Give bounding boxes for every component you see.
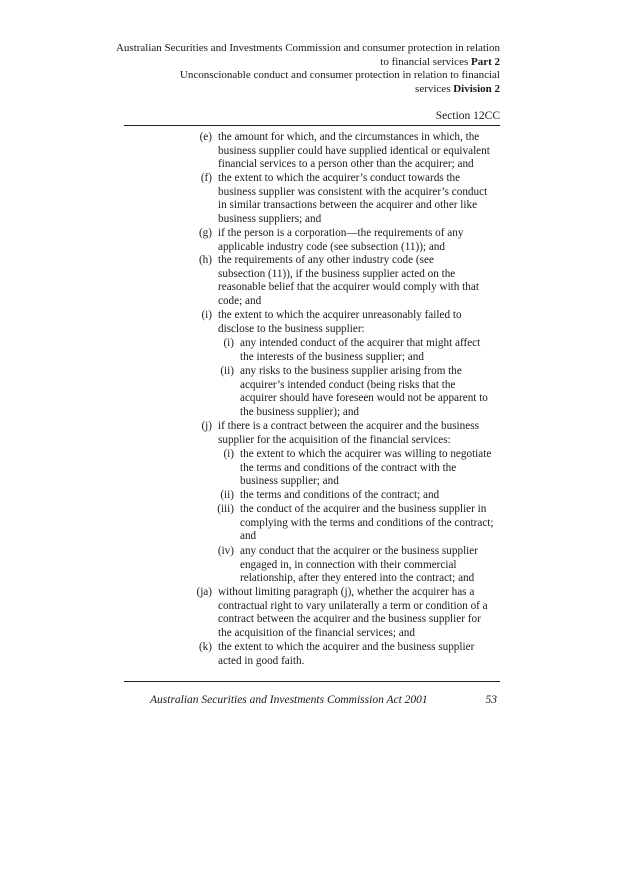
paragraph-label: (iv) [217,545,234,557]
paragraph-text [240,448,491,489]
text-line: any conduct that the acquirer or the business supplier [240,545,478,557]
text-line: subsection (11)), if the business supplier acted on the [218,267,456,280]
text-line: reasonable belief that the acquirer would comply with that [218,281,479,294]
text-line: the extent to which the acquirer was willing to negotiate [240,448,492,460]
text-line: engaged in, in connection with their commercial [240,558,457,571]
paragraph-label: (ii) [220,365,234,377]
paragraph-label: (i) [223,337,234,349]
paragraph-k [198,641,475,668]
text-line: the extent to which the acquirer and the business supplier [218,641,475,653]
paragraph-label: (iii) [217,503,234,515]
text-line: the terms and conditions of the contract; and [240,489,440,501]
paragraph-text [218,641,474,668]
header-line: Australian Securities and Investments Commission and consumer protection in relation [115,42,500,54]
text-line: acquirer’s intended conduct (being risks that the [240,378,456,391]
header-line [116,56,500,70]
text-line: acted in good faith. [218,654,305,667]
paragraph-label: (g) [198,227,212,239]
paragraph-h [198,254,479,308]
paragraph-label: (e) [199,131,212,143]
text-line: without limiting paragraph (j), whether the acquirer has a [218,586,475,598]
paragraph-text [218,586,488,640]
paragraph-text [218,420,479,447]
paragraph-label: (ja) [196,586,212,598]
paragraph-label: (h) [198,254,212,266]
paragraph-j [201,420,479,447]
text-line: supplier for the acquisition of the financial services: [218,433,451,446]
text-line: business supplier was consistent with the acquirer’s conduct [218,185,488,198]
text-line: acquirer should have foreseen would not be apparent to [240,392,488,405]
page-number: 53 [485,694,497,706]
footer-act-title: Australian Securities and Investments Commission Act 2001 [150,694,428,706]
paragraph-text [218,309,462,336]
paragraph-label: (ii) [220,489,234,501]
paragraph-text [218,254,479,308]
text-line: code; and [218,294,262,307]
paragraph-label: (i) [223,448,234,460]
footer-rule [124,681,500,682]
running-header-part [116,42,500,69]
paragraph-label: (k) [198,641,212,653]
text-line: applicable industry code (see subsection (11)); and [218,240,445,253]
text-line: the extent to which the acquirer unreasonably failed to [218,309,462,321]
division-label: Division 2 [453,82,500,95]
text-line: any risks to the business supplier arising from the [240,365,462,377]
text-line: any intended conduct of the acquirer that might affect [240,337,481,349]
text-line: disclose to the business supplier: [218,322,365,335]
subparagraph-j-1 [223,448,492,489]
paragraph-text [240,337,480,364]
text-line: the interests of the business supplier; and [240,350,424,363]
text-line: the amount for which, and the circumstances in which, the [218,131,480,143]
section-reference: Section 12CC [435,110,500,122]
paragraph-label: (i) [201,309,212,321]
header-rule [124,125,500,126]
paragraph-i [201,309,462,336]
text-line: the terms and conditions of the contract with the [240,461,457,474]
text-line: contractual right to vary unilaterally a term or condition of a [218,599,488,612]
paragraph-text [240,545,478,586]
text-line: the extent to which the acquirer’s conduct towards the [218,172,461,184]
paragraph-f [200,172,488,226]
text-line: in similar transactions between the acquirer and other like [218,199,478,212]
running-header-division [180,69,500,96]
text-line: if the person is a corporation—the requirements of any [218,227,464,239]
subparagraph-j-3 [217,503,494,544]
paragraph-text [218,172,487,226]
text-line: relationship, after they entered into the contract; and [240,572,475,585]
header-line [180,83,500,97]
paragraph-text [240,503,494,544]
text-line: contract between the acquirer and the business supplier for [218,613,481,626]
text-line: if there is a contract between the acquirer and the business [218,420,479,432]
subparagraph-j-2 [220,489,440,503]
text-line: financial services to a person other than the acquirer; and [218,158,474,171]
header-text: services [415,82,451,95]
text-line: the business supplier); and [240,405,360,418]
paragraph-label: (f) [200,172,212,184]
header-line: Unconscionable conduct and consumer protection in relation to financial [179,69,500,81]
text-line: the conduct of the acquirer and the business supplier in [240,503,487,515]
text-line: business supplier; and [240,475,339,488]
paragraph-g [198,227,464,254]
text-line: business suppliers; and [218,212,322,225]
paragraph-text [218,131,490,172]
paragraph-text [240,365,488,419]
subparagraph-i-1 [223,337,481,364]
text-line: complying with the terms and conditions of the contract; [240,516,494,529]
subparagraph-j-4 [217,545,478,586]
paragraph-e [199,131,490,172]
paragraph-ja [196,586,488,640]
subparagraph-i-2 [220,365,488,419]
text-line: business supplier could have supplied identical or equivalent [218,144,490,157]
paragraph-text [218,227,463,254]
text-line: and [240,530,257,543]
paragraph-text [240,489,439,503]
header-text: to financial services [380,55,469,68]
paragraph-label: (j) [201,420,212,432]
part-label: Part 2 [470,55,500,68]
text-line: the acquisition of the financial services; and [218,626,415,639]
text-line: the requirements of any other industry code (see [218,254,434,266]
